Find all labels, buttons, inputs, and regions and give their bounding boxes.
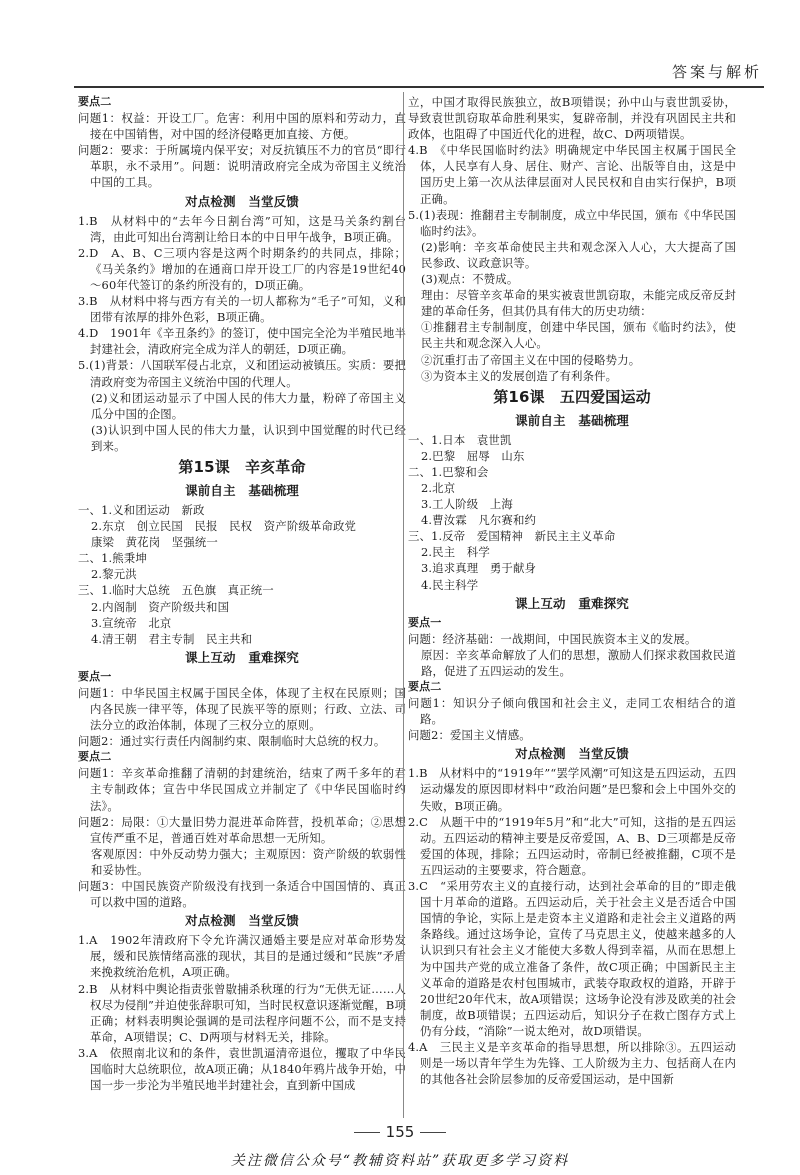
answer-item: 问题1：辛亥革命推翻了清朝的封建统治，结束了两千多年的君主专制政体；宣告中华民国成立并制定了《中华民国临时约法》。 [78, 766, 406, 813]
answer-line: 三、1.临时大总统 五色旗 真正统一 [78, 583, 274, 598]
point-heading: 要点一 [408, 615, 442, 629]
answer-subline: (2)义和团运动显示了中国人民的伟大力量，粉碎了帝国主义瓜分中国的企图。 [91, 390, 406, 421]
answer-item: 问题2：局限：①大量旧势力混进革命阵营，投机革命；②思想宣传严重不足，普通百姓对革命思想一无所知。 [78, 814, 406, 845]
answer-line: 二、1.巴黎和会 [408, 464, 489, 479]
section-heading: 对点检测 当堂反馈 [515, 746, 629, 762]
answer-subline: 3.工人阶级 上海 [421, 497, 513, 512]
section-heading: 课上互动 重难探究 [185, 649, 299, 665]
answer-subline: ③为资本主义的发展创造了有利条件。 [421, 368, 618, 383]
answer-item: 1.A 1902年清政府下令允许满汉通婚主要是应对革命形势发展，缓和民族情绪高涨的现状，其目的是通过缓和“民族”矛盾来挽救统治危机，A项正确。 [78, 933, 406, 980]
answer-item: 4.A 三民主义是辛亥革命的指导思想，所以排除③。五四运动则是一场以青年学生为先锋、工人阶级为主力、包括商人在内的其他各社会阶层参加的反帝爱国运动，是中国新 [408, 1039, 736, 1087]
answer-item: 问题2：要求：于所属境内保平安；对反抗镇压不力的官员“即行革职，永不录用”。问题：说明清政府完全成为帝国主义统治中国的工具。 [78, 143, 406, 190]
answer-subline: 2.民主 科学 [421, 545, 490, 560]
answer-item: 2.D A、B、C三项内容是这两个时期条约的共同点，排除；《马关条约》增加的在通商口岸开设工厂的内容是19世纪40～60年代签订的条约所没有的，D项正确。 [78, 245, 406, 292]
answer-item: 问题2：通过实行责任内阁制约束、限制临时大总统的权力。 [78, 734, 386, 749]
answer-line: 一、1.日本 袁世凯 [408, 432, 512, 447]
answer-subline: 客观原因：中外反动势力强大；主观原因：资产阶级的软弱性和妥协性。 [91, 846, 406, 877]
answer-subline: 2.内阁制 资产阶级共和国 [91, 599, 230, 614]
point-heading: 要点一 [78, 669, 112, 683]
answer-subline: 2.黎元洪 [91, 567, 137, 582]
section-heading: 对点检测 当堂反馈 [185, 913, 299, 929]
answer-continuation: 立，中国才取得民族独立，故B项错误；孙中山与袁世凯妥协，导致袁世凯窃取革命胜利果实，复辟帝制，并没有巩固民主共和政体，也阻碍了中国近代化的进程，故C、D两项错误。 [408, 95, 736, 142]
answer-item: 问题2：爱国主义情感。 [408, 728, 531, 743]
answer-subline: (2)影响：辛亥革命使民主共和观念深入人心，大大提高了国民参政、议政意识等。 [421, 239, 736, 270]
answer-subline: 3.宣统帝 北京 [91, 615, 172, 630]
answer-subline: (3)观点：不赞成。 [421, 272, 519, 287]
answer-item: 1.B 从材料中的“去年今日割台湾”可知，这是马关条约割台湾，由此可知出台湾割让给日本的中日甲午战争，B项正确。 [78, 213, 406, 244]
answer-item: 2.C 从题干中的“1919年5月”和“北大”可知，这指的是五四运动。五四运动的精神主要是反帝爱国，A、B、D三项都是反帝爱国的体现，排除；五四运动时，帝制已经被推翻，C项不是五四运动的主要要求，符合题意。 [408, 814, 736, 877]
footer-note: 关注微信公众号“教辅资料站”获取更多学习资料 [230, 1153, 570, 1169]
answer-subline: (3)认识到中国人民的伟大力量，认识到中国觉醒的时代已经到来。 [91, 422, 406, 453]
lesson-title: 第16课 五四爱国运动 [493, 387, 651, 406]
answer-subline: 2.巴黎 屈辱 山东 [421, 448, 525, 463]
header-rule [74, 86, 764, 88]
answer-item: 问题：经济基础：一战期间，中国民族资本主义的发展。 [408, 631, 697, 646]
answer-line: 二、1.熊秉坤 [78, 551, 147, 566]
answer-subline: 4.曹汝霖 凡尔赛和约 [421, 513, 537, 528]
answer-subline: 3.追求真理 勇于献身 [421, 561, 537, 576]
point-heading: 要点二 [408, 680, 442, 693]
point-heading: 要点二 [78, 95, 112, 108]
answer-item: 3.B 从材料中将与西方有关的一切人都称为“毛子”可知，义和团带有浓厚的排外色彩，B项正确。 [78, 294, 406, 325]
answer-subline: 4.民主科学 [421, 577, 479, 592]
answer-item: 4.B 《中华民国临时约法》明确规定中华民国主权属于国民全体，人民享有人身、居住、财产、言论、出版等自由，这是中国历史上第一次从法律层面对人民民权和自由实行保护，B项正确。 [408, 143, 736, 206]
page-number [0, 1123, 800, 1141]
page-number-text: 155 [385, 1123, 415, 1141]
answer-item: 4.D 1901年《辛丑条约》的签订，使中国完全沦为半殖民地半封建社会，清政府完全成为洋人的朝廷，D项正确。 [78, 326, 406, 357]
answer-item: 5.(1)表现：推翻君主专制制度，成立中华民国，颁布《中华民国临时约法》。 [408, 207, 736, 238]
answer-subline: 2.东京 创立民国 民报 民权 资产阶级革命政党 [91, 519, 357, 534]
header-title: 答案与解析 [671, 63, 762, 81]
answer-item: 1.B 从材料中的“1919年”“罢学风潮”可知这是五四运动，五四运动爆发的原因即材料中“政治问题”是巴黎和会上中国外交的失败，B项正确。 [408, 766, 736, 813]
column-divider [403, 92, 404, 1118]
section-heading: 课上互动 重难探究 [515, 595, 629, 611]
answer-line: 三、1.反帝 爱国精神 新民主主义革命 [408, 529, 616, 544]
answer-subline: 理由：尽管辛亥革命的果实被袁世凯窃取，未能完成反帝反封建的革命任务，但其仍具有伟大的历史功绩： [421, 288, 736, 319]
section-heading: 课前自主 基础梳理 [185, 482, 299, 498]
answer-subline: 原因：辛亥革命解放了人们的思想，激励人们探求救国救民道路，促进了五四运动的发生。 [421, 647, 736, 678]
answer-subline: 康梁 黄花岗 坚强统一 [91, 535, 218, 550]
answer-subline: 2.北京 [421, 480, 456, 495]
answer-item: 问题1：知识分子倾向俄国和社会主义，走同工农相结合的道路。 [408, 696, 736, 727]
answer-item: 问题1：中华民国主权属于国民全体，体现了主权在民原则；国内各民族一律平等，体现了民族平等的原则；行政、立法、司法分立的政治体制，体现了三权分立的原则。 [78, 685, 406, 733]
answer-item: 3.C “采用劳农主义的直接行动，达到社会革命的目的”即走俄国十月革命的道路。五四运动后，关于社会主义是否适合中国国情的争论，实际上是走资本主义道路和走社会主义道路的两条路线。通过这场争论，宣传了马克思主义，使越来越多的人认识到只有社会主义才能使大多数人得到幸福，从而在思想上为中国共产党的成立准备了条件，故C项正确；中国新民主主义革命的道路是农村包围城市，武装夺取政权的道路，开辟于20世纪20年代末，故A项错误；这场争论没有涉及欧美的社会制度，故B项错误；五四运动后，知识分子在救亡图存方式上仍有分歧，“消除”一说太绝对，故D项错误。 [408, 879, 736, 1038]
point-heading: 要点二 [78, 750, 112, 764]
answer-item: 问题1：权益：开设工厂。危害：利用中国的原料和劳动力，直接在中国销售，对中国的经济侵略更加直接、方便。 [78, 111, 406, 142]
answer-subline: ②沉重打击了帝国主义在中国的侵略势力。 [421, 352, 641, 367]
answer-item: 3.A 依照南北议和的条件，袁世凯逼清帝退位，攫取了中华民国临时大总统职位，故A项正确；从1840年鸦片战争开始，中国一步一步沦为半殖民地半封建社会，直到新中国成 [78, 1045, 406, 1093]
right-column [408, 94, 736, 1087]
answer-item: 5.(1)背景：八国联军侵占北京，义和团运动被镇压。实质：要把清政府变为帝国主义统治中国的代理人。 [78, 358, 406, 389]
section-heading: 课前自主 基础梳理 [515, 412, 629, 428]
answer-item: 2.B 从材料中舆论指责张曾敭捕杀秋瑾的行为“无供无证……人权尽为侵削”并迫使张辞职可知，当时民权意识逐渐觉醒，B项正确；材料表明舆论强调的是司法程序问题不公，而不是支持革命，A项错误；C、D两项与材料无关，排除。 [78, 981, 406, 1044]
section-heading: 对点检测 当堂反馈 [185, 193, 299, 209]
answer-subline: ①推翻君主专制制度，创建中华民国，颁布《临时约法》，使民主共和观念深入人心。 [421, 320, 736, 351]
answer-subline: 4.清王朝 君主专制 民主共和 [91, 631, 253, 646]
lesson-title: 第15课 辛亥革命 [178, 457, 306, 476]
answer-line: 一、1.义和团运动 新政 [78, 502, 205, 517]
left-column [78, 94, 406, 1093]
answer-item: 问题3：中国民族资产阶级没有找到一条适合中国国情的、真正可以救中国的道路。 [78, 879, 406, 910]
